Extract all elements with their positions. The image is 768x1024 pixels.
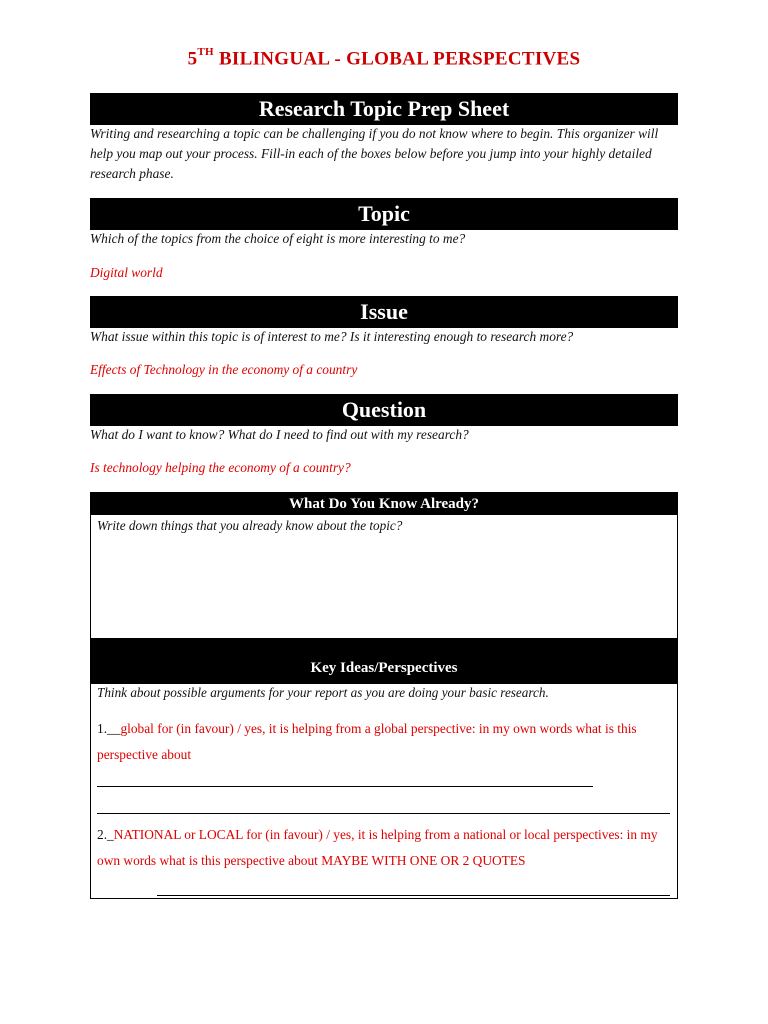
issue-answer: Effects of Technology in the economy of a country [90,362,358,377]
document-title [0,48,768,70]
issue-heading: Issue [90,296,678,328]
question-answer: Is technology helping the economy of a country? [90,460,351,475]
title-number: 5 [187,48,198,70]
question-heading: Question [90,394,678,426]
knowledge-box [90,492,678,899]
item-2-text: NATIONAL or LOCAL for (in favour) / yes, it is helping from a national or local perspectives: in my own words what is this perspective about MAYBE WITH ONE OR 2 QUOTES [97,827,658,868]
topic-heading: Topic [90,198,678,230]
title-text: BILINGUAL - GLOBAL PERSPECTIVES [213,48,581,70]
prep-sheet-heading: Research Topic Prep Sheet [90,93,678,125]
item-1-prefix: 1.__ [97,721,121,736]
writing-line-2 [97,813,670,814]
perspective-item-1 [97,716,671,768]
know-already-heading: What Do You Know Already? [91,493,677,515]
perspective-item-2 [97,822,671,874]
item-1-text: global for (in favour) / yes, it is helping from a global perspective: in my own words what is this perspective about [97,721,637,762]
intro-text: Writing and researching a topic can be challenging if you do not know where to begin. This organizer will help you map out your process. Fill-in each of the boxes below before you jump into your highly detailed research phase. [90,126,659,181]
issue-prompt: What issue within this topic is of interest to me? Is it interesting enough to research more? [90,329,574,344]
know-already-prompt: Write down things that you already know about the topic? [97,518,403,533]
title-superscript: TH [197,46,214,58]
topic-answer: Digital world [90,265,163,280]
topic-prompt: Which of the topics from the choice of eight is more interesting to me? [90,231,466,246]
key-ideas-prompt: Think about possible arguments for your report as you are doing your basic research. [97,685,549,700]
question-prompt: What do I want to know? What do I need to find out with my research? [90,427,469,442]
item-2-prefix: 2._ [97,827,114,842]
writing-line-1 [97,786,593,787]
key-ideas-heading: Key Ideas/Perspectives [91,639,677,684]
writing-line-3 [157,895,670,896]
